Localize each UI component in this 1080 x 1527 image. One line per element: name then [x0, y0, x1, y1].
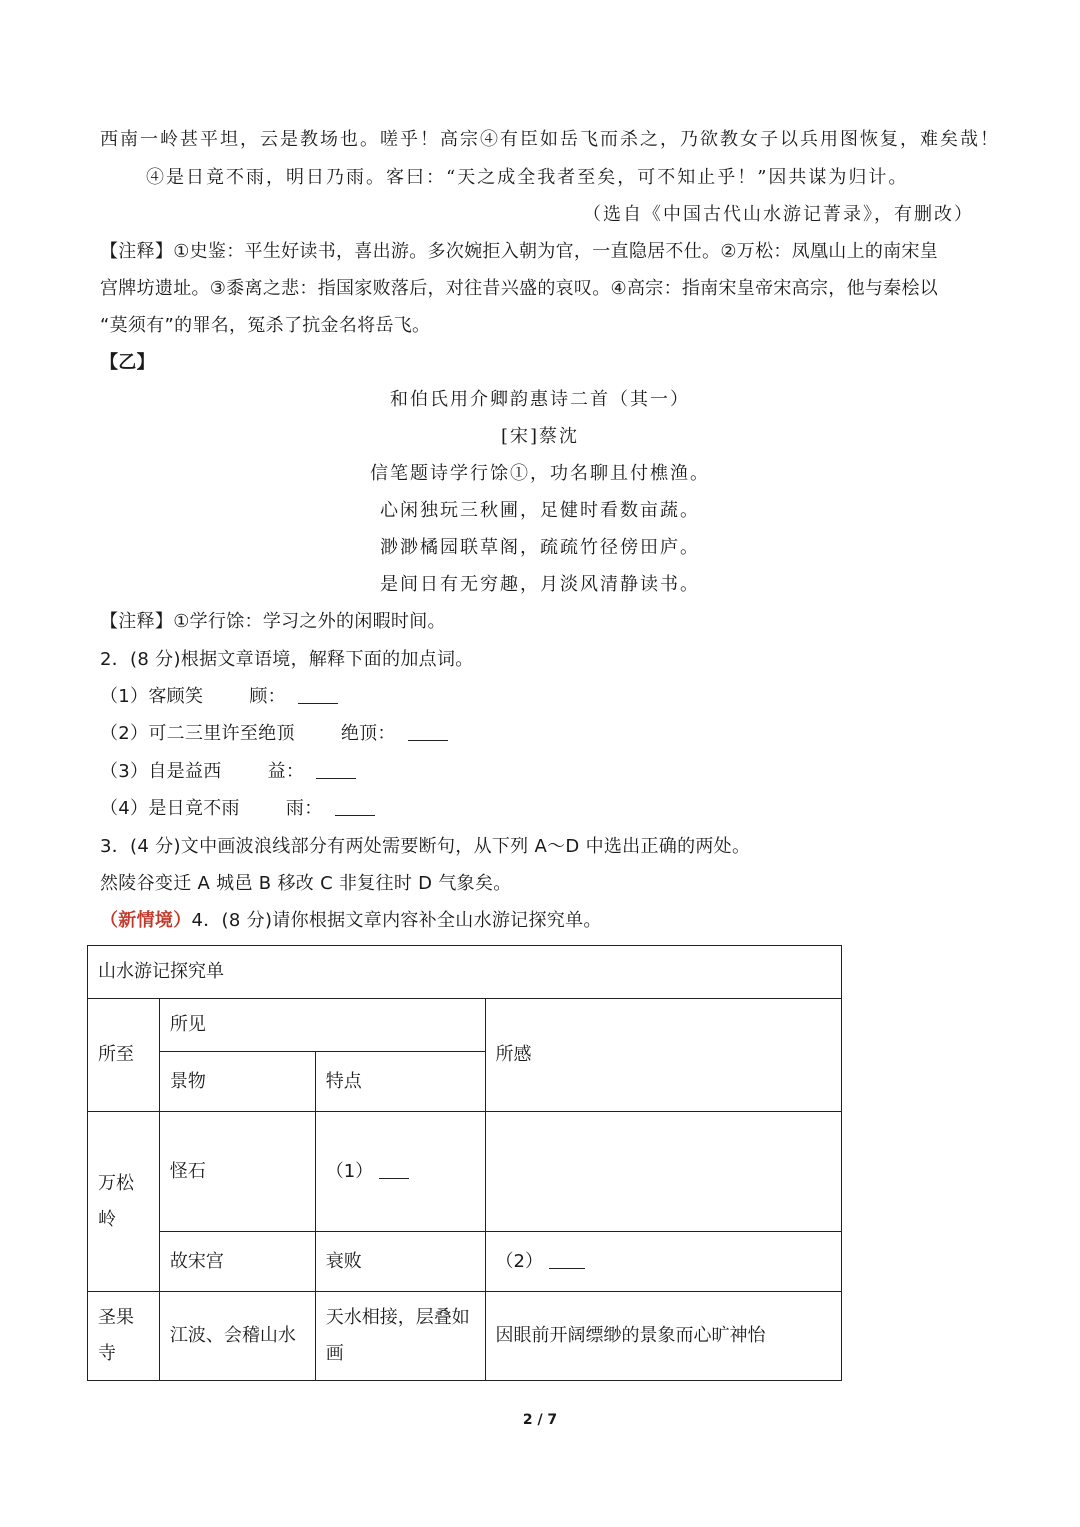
row-wansongling-feature-1 — [315, 1112, 485, 1232]
row-shengguosi-feature: 天水相接，层叠如画 — [315, 1292, 485, 1381]
answer-blank[interactable] — [316, 760, 356, 779]
row-shengguosi-place: 圣果寺 — [88, 1292, 160, 1381]
header-feel: 所感 — [485, 999, 841, 1112]
answer-blank[interactable] — [335, 797, 375, 816]
row-wansongling-feature-2: 衰败 — [315, 1232, 485, 1292]
q2-item-2-label: 绝顶： — [340, 723, 396, 744]
row-wansongling-feel-1 — [485, 1112, 841, 1232]
passage-line-2: ④是日竟不雨，明日乃雨。客曰：“天之成全我者至矣，可不知止乎！”因共谋为归计。 — [146, 167, 909, 188]
question-3: 3．(4 分)文中画波浪线部分有两处需要断句，从下列 A～D 中选出正确的两处。 — [100, 836, 751, 857]
poem-line-4: 是间日有无穷趣，月淡风清静读书。 — [380, 574, 700, 595]
q2-item-2-text: （2）可二三里许至绝顶 — [100, 723, 295, 744]
q2-item-1 — [100, 685, 338, 709]
header-place: 所至 — [88, 999, 160, 1112]
poem-author: [宋]蔡沈 — [500, 426, 580, 447]
q2-item-4 — [100, 797, 375, 821]
section-yi: 【乙】 — [100, 352, 155, 373]
new-situation-tag: （新情境） — [100, 910, 192, 931]
q2-item-1-text: （1）客顾笑 — [100, 686, 204, 707]
header-seen: 所见 — [159, 999, 485, 1052]
row-shengguosi-scene: 江波、会稽山水 — [159, 1292, 315, 1381]
table-title: 山水游记探究单 — [88, 946, 842, 999]
row-shengguosi-feel: 因眼前开阔缥缈的景象而心旷神怡 — [485, 1292, 841, 1381]
passage-note-3: “莫须有”的罪名，冤杀了抗金名将岳飞。 — [100, 315, 431, 336]
poem-line-1: 信笔题诗学行馀①，功名聊且付樵渔。 — [370, 463, 710, 484]
answer-blank[interactable] — [379, 1160, 409, 1179]
question-4-text: 4．(8 分)请你根据文章内容补全山水游记探究单。 — [191, 910, 602, 931]
q2-item-2 — [100, 722, 448, 746]
passage-source: （选自《中国古代山水游记菁录》，有删改） — [583, 204, 974, 225]
q2-item-4-label: 雨： — [285, 798, 323, 819]
q2-item-4-text: （4）是日竟不雨 — [100, 798, 240, 819]
header-feature: 特点 — [315, 1052, 485, 1112]
exploration-table — [87, 945, 842, 1381]
answer-blank[interactable] — [408, 722, 448, 741]
answer-blank[interactable] — [549, 1250, 585, 1269]
question-2: 2．(8 分)根据文章语境，解释下面的加点词。 — [100, 649, 474, 670]
row-wansongling-place: 万松岭 — [88, 1112, 160, 1292]
q2-item-3-text: （3）自是益西 — [100, 761, 222, 782]
row-wansongling-scene-2: 故宋宫 — [159, 1232, 315, 1292]
page-number: 2 / 7 — [522, 1412, 558, 1428]
feature-blank-label: （1） — [325, 1160, 374, 1182]
feel-blank-label: （2） — [495, 1250, 543, 1272]
q2-item-3-label: 益： — [267, 761, 305, 782]
poem-line-3: 渺渺橘园联草阁，疏疏竹径傍田庐。 — [380, 537, 700, 558]
poem-line-2: 心闲独玩三秋圃，足健时看数亩蔬。 — [380, 500, 700, 521]
passage-note-2: 宫牌坊遗址。③黍离之悲：指国家败落后，对往昔兴盛的哀叹。④高宗：指南宋皇帝宋高宗，他与秦桧以 — [100, 278, 939, 299]
row-wansongling-scene-1: 怪石 — [159, 1112, 315, 1232]
answer-blank[interactable] — [298, 685, 338, 704]
row-wansongling-feel-2 — [485, 1232, 841, 1292]
q2-item-1-label: 顾： — [249, 686, 286, 707]
question-4 — [100, 909, 602, 933]
q2-item-3 — [100, 760, 356, 784]
header-scene: 景物 — [159, 1052, 315, 1112]
poem-note: 【注释】①学行馀：学习之外的闲暇时间。 — [100, 611, 446, 632]
passage-note-1: 【注释】①史鉴：平生好读书，喜出游。多次婉拒入朝为官，一直隐居不仕。②万松：凤凰山上的南宋皇 — [100, 241, 939, 262]
passage-line-1: 西南一岭甚平坦，云是教场也。嗟乎！高宗④有臣如岳飞而杀之，乃欲教女子以兵用图恢复，难矣哉！ — [100, 129, 1000, 150]
question-3-text: 然陵谷变迁 A 城邑 B 移改 C 非复往时 D 气象矣。 — [100, 873, 512, 894]
poem-title: 和伯氏用介卿韵惠诗二首（其一） — [390, 389, 690, 410]
